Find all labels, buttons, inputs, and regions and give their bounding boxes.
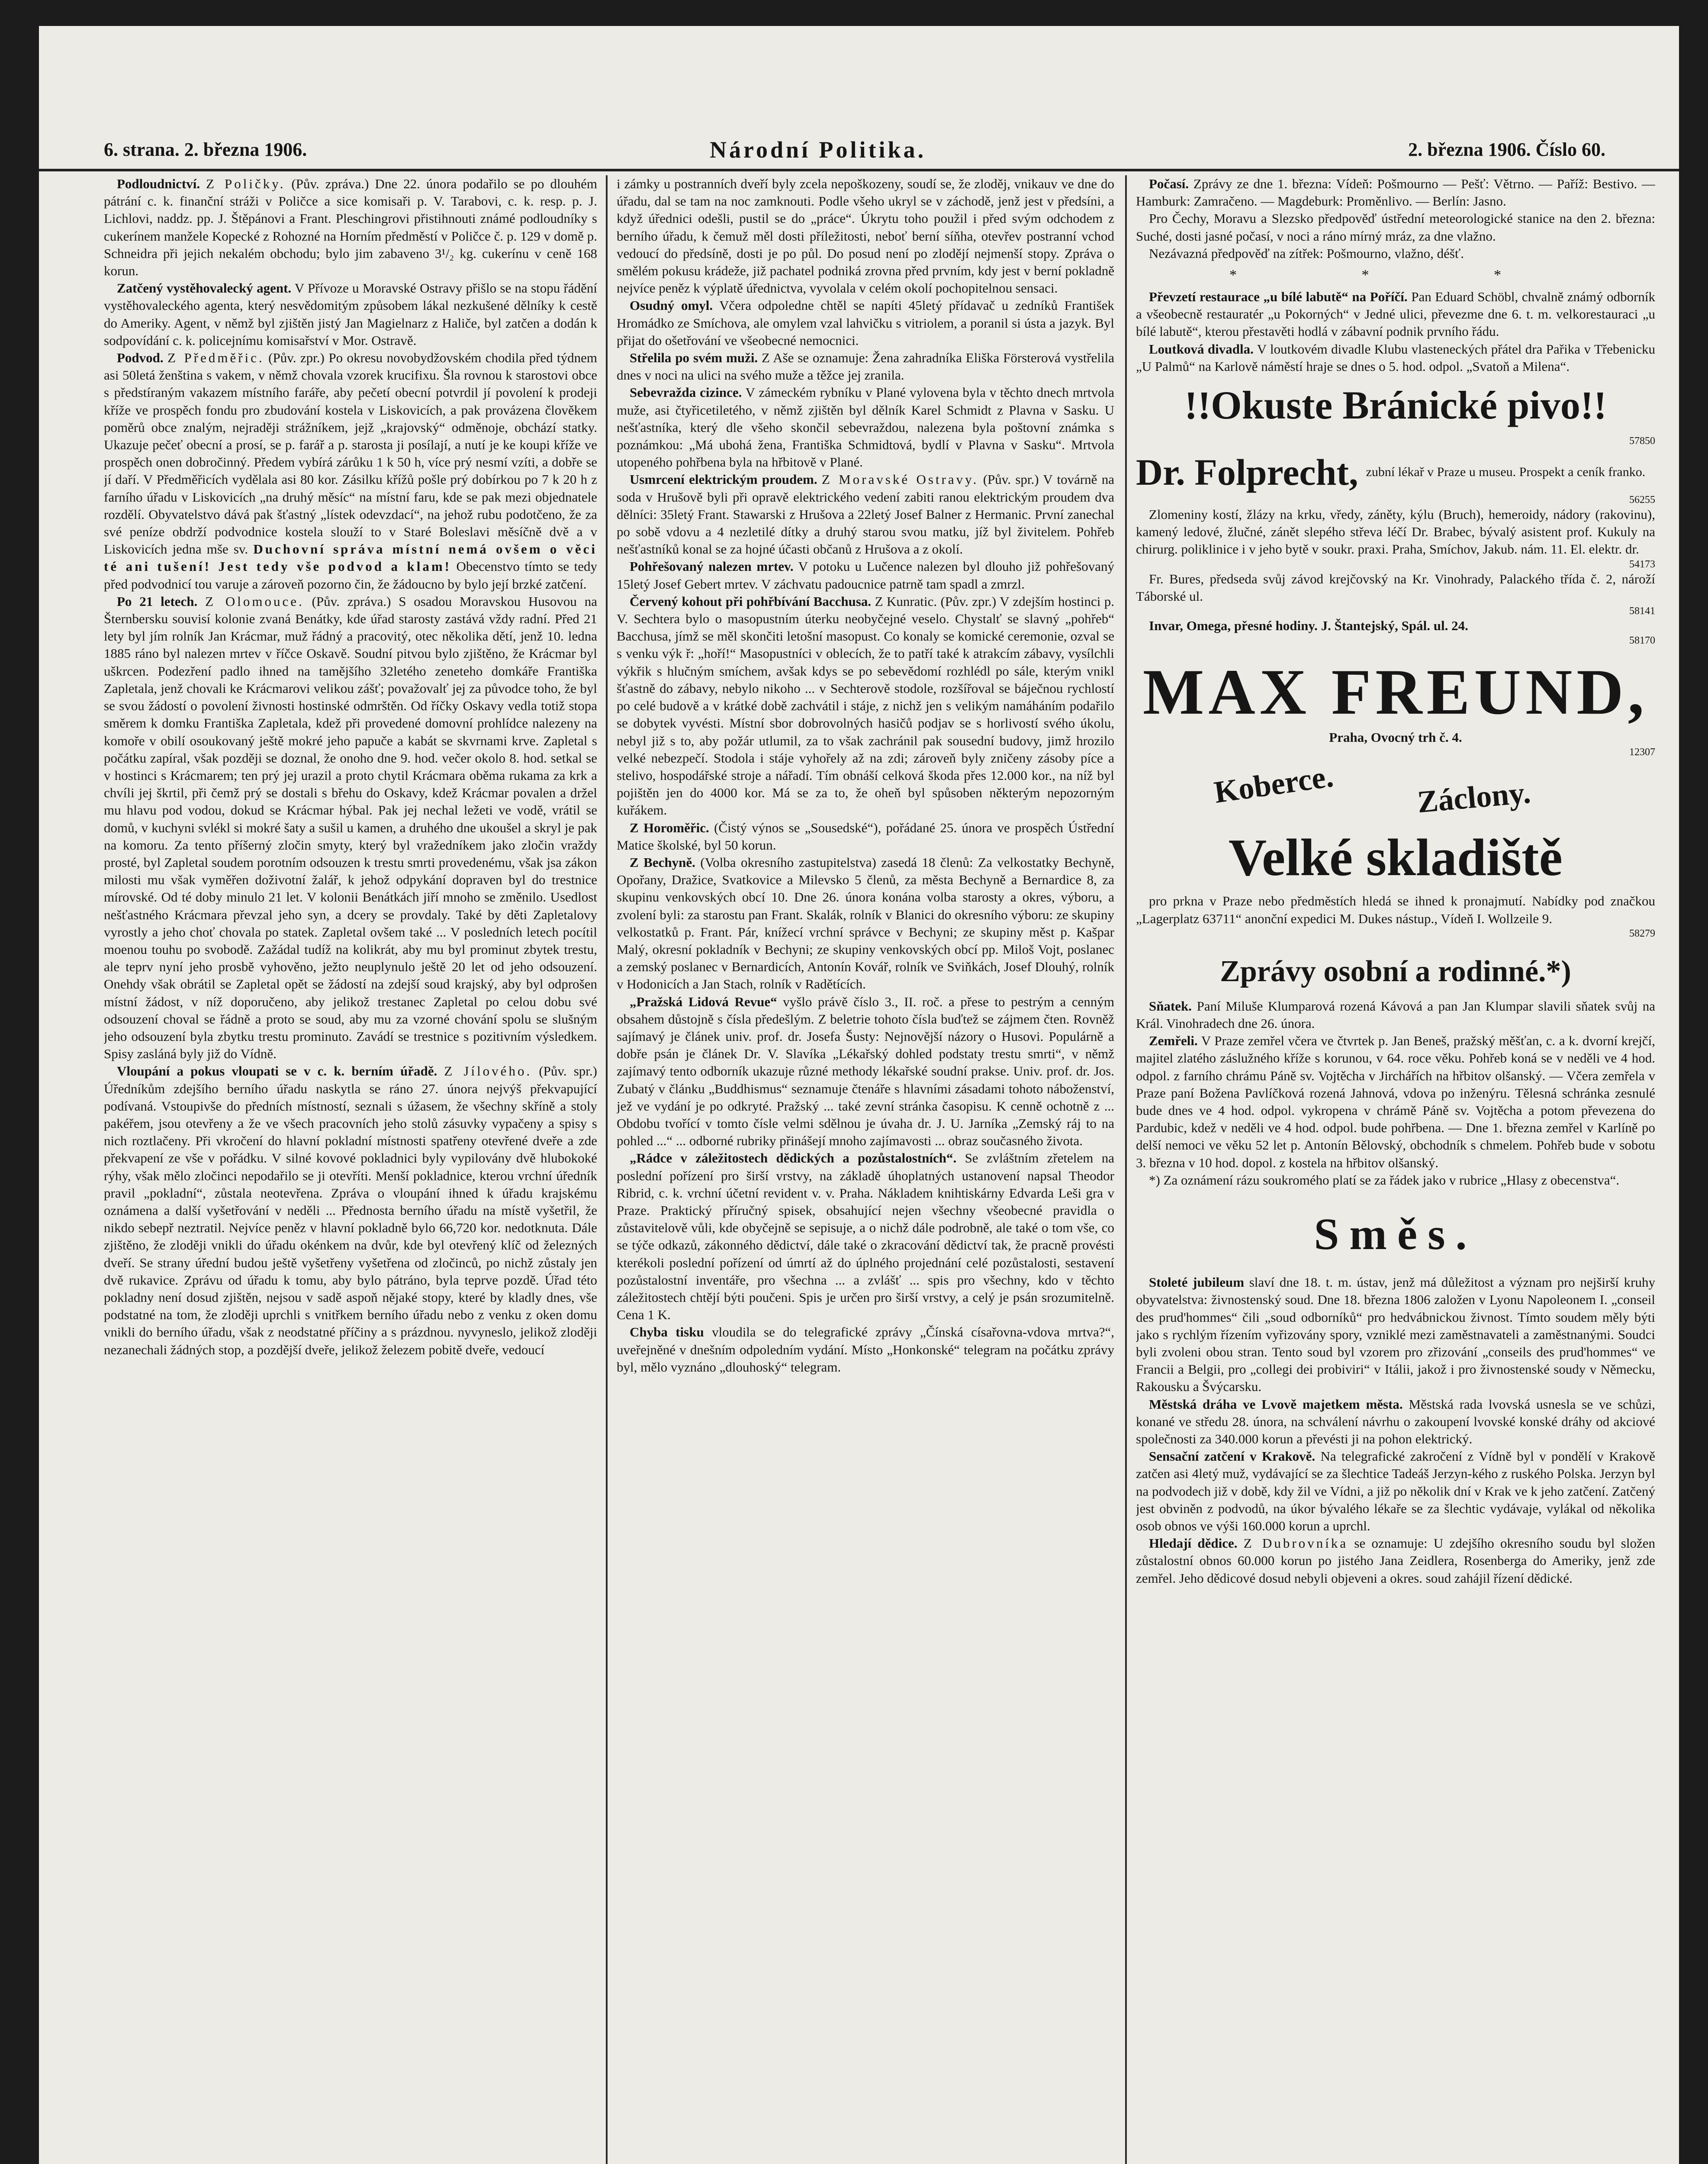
- page-header: [39, 134, 1679, 171]
- article-text: (Pův. zpráva.) Dne 22. února podařilo se po dlouhém pátrání c. k. finanční stráži v Poličce a sice komisaři p. V. Tarabovi, c. k. resp. p. J. Lichlovi, naddz. pp. J. Štěpánovi a Frant. Pleschingrovi přistihnouti známé podloudníky s cukerínem manžele Kopecké z Rohozné na Horním předměstí v Poličce č. p. 129 v domě p. Schneidra při jejich nekalém obchodu; bylo jim zabaveno 3¹/₂ kg. cukerínu v ceně 168 korun.: [104, 176, 597, 279]
- article-continuation: i zámky u postranních dveří byly zcela nepoškozeny, soudí se, že zloděj, vnikauv ve dne do úřadu, dal se tam na noc zamknouti. Podle všeho ukryl se v záchodě, jenž jest v předsíni, a když úřednici odešli, pustil se do „práce“. Úkrytu toho použil i před svým odchodem z berního úřadu, k čemuž měl dosti příležitosti, neboť berní síňha, otevřev postranní vchod vedoucí do předsíně, dosti je po půl. Do posud není po zlodějí nejmenší stopy. Zpráva o smělém pokusu krádeže, již pachatel podniká zrovna před prvním, kdy jest v berní pokladně nejvíce peněz k výplatě úřednictva, vyvolala v celém okolí pochopitelnou sensaci.: [617, 176, 1114, 296]
- article-usmrceni: [617, 471, 1114, 558]
- article-cerveny-kohout: [617, 593, 1114, 819]
- article-text: Obecenstvo tímto se tedy před podvodnicí tou varuje a zároveň pozorno čin, že žádoucno by bylo její brzké zatčení.: [104, 559, 597, 592]
- article-agent: [104, 280, 597, 349]
- article-text: Zprávy ze dne 1. března: Vídeň: Pošmourno — Pešť: Větrno. — Paříž: Bestivo. — Hamburk: Zamračeno. — Magdeburk: Proměnlivo. — Berlín: Jasno.: [1136, 176, 1655, 209]
- article-snatek: [1136, 998, 1655, 1032]
- article-jubileum: [1136, 1274, 1655, 1395]
- article-text: Z Kunratic. (Pův. zpr.) V zdejším hostinci p. V. Sechtera bylo o masopustním úterku neobyčejné veselo. Chystalť se slavný „pohřeb“ Bacchusa, jímž se měl skončiti letošní masopust. Co konaly se komické ceremonie, ozval se s venku výk ř: „hoří!“ Masopustníci v oblecích, že to patří také k atrakcím zábavy, vysílchli výkřik s hlučným smíchem, avšak kdys se po sebevědomí rozhlédl po sále, kterým vnikl šťastně do zábavy, nebylo nikoho ... v Sechterově stodole, rozšířoval se báječnou rychlostí po celé budově a v krátké době zachvátil i stáje, z nichž jen s velikým namáháním podařilo se dobytek vyvésti. Místní sbor dobrovolných hasičů podjav se s horlivostí svého úkolu, nebyl již s to, aby požár utlumil, za to však zachránil pak sousední budovy, jimž hrozilo velké nebezpečí. Stodola i stáje vyhořely až na zdi; zároveň byly zničeny zásoby píce a stelivo, hospodářské stroje a nářadí. Tím obnáší celková škoda přes 12.000 kor., na níž byl pojištěn jen do 4000 kor. Má se za to, že oheň byl spůsoben některým nepozorným kuřákem.: [617, 593, 1114, 818]
- section-separator: * * *: [1229, 267, 1562, 283]
- footnote: *) Za oznámení rázu soukromého platí se za řádek jako v rubrice „Hlasy z obecenstva“.: [1149, 1172, 1620, 1188]
- article-heading: Z Bechyně.: [630, 854, 695, 870]
- article-text: (Pův. zpráva.) S osadou Moravskou Husovou na Šternbersku souvisí kolonie zvaná Benátky, kde úřad starosty zastává vždy radní. Před 21 lety byl jím rolník Jan Krácmar, muž řádný a pracovitý, otec několika dětí, jenž 10. ledna 1885 ráno byl nalezen mrtev v říčce Oskavě. Soudní pitvou bylo zjištěno, že Krácmar byl uškrcen. Podezření padlo ihned na tamějšího 32letého zeneteho domkáře Františka Zapletala, jenž chovali ke Krácmarovi velikou zášť; považovalť jej za původce toho, že byl se svou žádostí o povolení živnosti hostinské odmrštěn. Od říčky Oskavy vedla totiž stopa směrem k domku Františka Zapletala, kdež při provedené domovní prohlídce nalezeny na komoře v obilí osoukovaný ještě mokré jeho papuče a kabát se skvrnami krve. Zapletal s počátku zapíral, však později se doznal, že onoho dne 9. hod. večer okolo 8. hod. setkal se v hostinci s Krácmarem; ten prý jej urazil a proto chytil Krácmara oběma rukama za krk a chvíli jej škrtil, při čemž prý se dostali s břehu do Oskavy, kdež Krácmar povalen a držel mu hlavu pod vodou, dokud se Krácmar hýbal. Pak jej nechal ležeti ve vodě, vrátil se domů, v kuchyni svlékl si mokré šaty a sušil u kamen, a druhého dne ukoušel a skryl je pak na komoru. Za tento příšerný zločin smyty, který byl vražedníkem jako zločin vraždy prosté, byl Zapletal soudem porotním odsouzen k trestu smrti provedenému, však jsa zákon milosti mu však vyměřen doživotní žalář, k jehož odpykání dopraven byl do trestnice mírovské. Od té doby minulo 21 let. V kolonii Benátkách jiří mnoho se změnilo. Usedlost nešťastného Krácmara převzal jeho syn, a dcery se provdaly. Také by děti Zapletalovy vyrostly a jeho choť chovala po statek. Zapletal ovšem také ... V posledních letech pocítil moenou touhu po svobodě. Zažádal tudíž na kolikrát, aby mu byl prominut zbytek trestu, ale teprv nyní jeho prosbě vyhověno, ježto neuplynulo ještě 20 let od jeho odsouzení. Onehdy však obrátil se Zapletal opět se žádostí na zdejší soud krajský, aby byl odprošen místní žádost, v níž doporučeno, aby jelikož trestanec Zapletal po celou dobu své odsouzení choval se řádně a proto se soud, aby mu za vzorné chování spolu se slušným jeho odsouzení byla zbytku trestu prominuto. Zavádí se trestnice s pozitivním výsledkem. Spisy zasláná byly již do Vídně.: [104, 593, 597, 1062]
- article-heading: Červený kohout při pohřbívání Bacchusa.: [630, 593, 872, 609]
- ad-address: Praha, Ovocný trh č. 4.: [1329, 730, 1462, 745]
- article-lidova-revue: [617, 993, 1114, 1150]
- section-title-zpravy: Zprávy osobní a rodinné.*): [1220, 954, 1571, 988]
- article-text: vyšlo právě číslo 3., II. roč. a přese to pestrým a cenným obsahem důstojně s čísla předešlým. Z beletrie tohoto čísla buďtež se zájmem čten. Rovněž sajímavý je článek univ. prof. dr. Josefa Šusty: Nejnovější názory o Husovi. Populárně a dobře psán je článek Dr. V. Slavíka „Lékařský dohled podstaty trestu smrti“, v němž zajímavý tento odborník ukazuje různé methody lékařské soudní prakse. Univ. prof. dr. Jos. Zubatý v článku „Buddhismus“ seznamuje čtenáře s hlavními zásadami tohoto náboženství, jež ve vydání je po odkryté. Pražský ... také zevní stránka časopisu. K cenně ochotně z ... Obdobu tvořící v tomto čísle velmi sdělnou je úvaha dr. J. U. Jarníka „Zemský ráj to na pohled ...“ ... odborné rubriky přinášejí mnoho zajímavosti ... obraz současného života.: [617, 994, 1114, 1149]
- column-rule-2: [1125, 175, 1127, 2164]
- ad-bures: Fr. Bures, předseda svůj závod krejčovský na Kr. Vinohrady, Palackého třída č. 2, nároží Táborské ul.: [1136, 571, 1655, 604]
- article-place: Z Olomouce.: [205, 593, 304, 609]
- ad-text: pro prkna v Praze nebo předměstích hledá se ihned k pronajmutí. Nabídky pod značkou „Lagerplatz 63711“ anonční expedici M. Dukes nástup., Vídeň I. Wollzeile 9.: [1136, 893, 1655, 926]
- article-text: slaví dne 18. t. m. ústav, jenž má důležitost a význam pro nejširší kruhy obyvatelstva: živnostenský soud. Dne 18. března 1806 založen v Lyonu Napoleonem I. „conseil des prud'hommes“ čili „soud odborníků“ pro hedvábnickou živnost. Tímto soudem měly býti jako s rychlým řízením vyřizovány spory, vzniklé mezi zaměstnavateli a zaměstnanými. Soudci byli zvoleni obou stran. Tento soud byl vzorem pro zřizování „conseils des prud'hommes“ ve Francii a Belgii, pro „collegi dei probiviri“ v Itálii, jakož i pro živnostenské soudy v Německu, Rakousku a Švýcarsku.: [1136, 1275, 1655, 1394]
- ad-folprecht: [1136, 451, 1655, 494]
- column-rule-1: [606, 175, 608, 2164]
- article-emphasis: Duchovní správa místní nemá ovšem o věci té ani tušení! Jest tedy vše podvod a klam!: [104, 541, 597, 574]
- article-pocasi: [1136, 175, 1655, 210]
- article-heading: Osudný omyl.: [630, 298, 713, 313]
- article-heading: Podvod.: [117, 350, 164, 366]
- ad-name: Dr. Folprecht,: [1136, 451, 1358, 493]
- article-text: Městská rada lvovská usnesla se ve schůzi, konané ve středu 28. února, na schválení návrhu o zakoupení lvovské konské dráhy od akciové společnosti za 340.000 korun a převésti ji na pohon elektrický.: [1136, 1396, 1655, 1446]
- ad-text: zubní lékař v Praze u museu. Prospekt a ceník franko.: [1366, 465, 1646, 480]
- article-heading: Podloudnictví.: [117, 176, 200, 191]
- article-heading: Střelila po svém muži.: [630, 350, 758, 366]
- article-text: (Volba okresního zastupitelstva) zasedá 18 členů: Za velkostatky Bechyně, Opořany, Dražice, Svatkovice a Milevsko 5 členů, za města Bechyně a Bernardice 8, za skupinu venkovských obcí 10. Dne 26. února konána volba starosty a okres, výboru, a zvolení byli: za starostu pan Frant. Skalák, rolník v Blanici do okresního výboru: ze skupiny velkostatků p. Frant. Pár, knížecí vrchní správce v Bechyni; ze skupiny měst p. Kašpar Malý, okresní pokladník v Bechyni; ze skupiny venkovských obcí pp. Miloš Vojt, poslanec a zemský poslanec v Bernardicích, Antonín Kovář, rolník ve Sviňkách, Josef Dlouhý, rolník v Hodonicích a Jan Stach, rolník v Radětících.: [617, 854, 1114, 992]
- article-heading: Po 21 letech.: [117, 593, 198, 609]
- newspaper-page: [39, 26, 1679, 2164]
- article-heading: „Rádce v záležitostech dědických a pozůstalostních“.: [630, 1150, 957, 1166]
- article-strelila: [617, 349, 1114, 384]
- article-text: (Pův. zpr.) Po okresu novobydžovském chodila před týdnem asi 50letá ženština s vakem, v němž chovala vzorek krucifixu. Šla rovnou k starostovi obce s předstíraným vakazem místního faráře, aby pečetí obecní potvrdil jí povolení k prodeji kříže ve prospěch fondu pro zbudování kostela v Liskovicích, a pak provázena člověkem poměrů obce znalým, nejraději strážníkem, jejž „krajovský“ odměnoje, obchází statky. Ukazuje pečeť obecní a prosí, se p. farář a p. starosta ji posílají, a nutí je ke koupi kříže ve prospěch onen dobročinný. Předem vybírá zárůku 1 k 50 h, více prý nesmí vzíti, a dobře se jí daří. V Předměřicích vydělala asi 80 kor. Zásilku křížů pošle prý dobírkou po 7 k 20 h z farního úřadu v Liskovicích „na druhý měsíc“ na místní faru, kde se pak mezi objednatele rozdělí. Obyvatelstvo dává pak šťastný „lístek odevzdací“, na jehož rubu podotčeno, že za své peníze obdrží podvodnice kostela slouží to v Staré Boleslavi měsíčně dvě a v Liskovicích jedna mše sv.: [104, 350, 597, 557]
- article-zemreli: [1136, 1032, 1655, 1172]
- article-text: se oznamuje: U zdejšího okresního soudu byl složen zůstalostní obnos 60.000 korun po jistého Jana Zeidlera, Rosenberga do Ameriky, jenž zde zemřel. Jeho dědicové dosud nebyli objeveni a okres. soud zahájil řízení dědické.: [1136, 1536, 1655, 1586]
- article-text: (Pův. spr.) V továrně na soda v Hrušově byli při opravě elektrického vedení zabiti ranou elektrickým proudem dva dělníci: 35letý Frant. Stawarski z Hrušova a 22letý Josef Balner z Hermanic. První zanechal po sobě vdovu a 4 nezletilé dítky a druhý starou svou matku, jíž byl živitelem. Pohřeb nešťastníků konal se za hojné účasti občanů z Hrušova a z okolí.: [617, 472, 1114, 557]
- article-sebevrazda: [617, 384, 1114, 471]
- article-po-21-letech: [104, 593, 597, 1063]
- article-heading: Převzetí restaurace „u bílé labutě“ na Poříčí.: [1149, 289, 1408, 305]
- ad-zaclony: Záclony.: [1416, 775, 1532, 820]
- article-text: Z Aše se oznamuje: Žena zahradníka Eliška Försterová vystřelila dnes v noci na ulici na svého muže a těžce jej zranila.: [617, 350, 1114, 383]
- ad-hodiny: Invar, Omega, přesné hodiny. J. Štantejský, Spál. ul. 24.: [1149, 618, 1468, 634]
- column-1: [104, 175, 597, 2164]
- article-podvod: [104, 349, 597, 593]
- article-text: V potoku u Lučence nalezen byl dlouho již pohřešovaný 15letý Josef Gebert mrtev. V záchvatu padoucnice patrně tam spadl a zmrzl.: [617, 559, 1114, 592]
- article-loutkova-divadla: [1136, 341, 1655, 375]
- ad-max-freund: MAX FREUND,: [1142, 656, 1649, 728]
- article-dedice: [1136, 1535, 1655, 1587]
- article-zatceni-krakov: [1136, 1448, 1655, 1535]
- article-text: (Pův. spr.) Úředníkům zdejšího berního úřadu naskytla se ráno 27. února nejvýš překvapující podívaná. Vstoupivše do předních místností, seznali s úžasem, že všechny skříně a stoly pakéřem, jsou otevřeny a že ve všech pracovních jeho stolů zásuvky vypačeny a spisy s nich roztlačeny. Při vkročení do hlavní pokladní místnosti spatřeny otevřené dveře a zde překvapení ze vše v pořádku. V silné kovové pokladnici byly vypilovány dvě hlubokoké rýhy, však mělo zločinci nepodařilo se ji otevříti. Menší pokladnice, kterou vrchní úředník pravil „pokladní“, zůstala neotevřena. Zpráva o vloupání ihned k úřadu krajskému oznámena a další vyšetřování v neděli ... Přednosta berního úřadu na místě vyšetřil, že nikdo sebepř neztratil. Nejvíce peněz v hlavní pokladně bylo 66,720 kor. nedotknuta. Dále zjištěno, že zloději vnikli do úřadu okénkem na dvůr, kde byl otevřený klíč od železných dveří. Se strany úřední budou ještě vyšetřeny vyšetřena od zločinců, po nichž zůstaly jen dvě rukavice. Zprávu od úřadu k tomu, aby bylo pátráno, byla teprve pozdě. Úřad této pokladny není dosud zjištěn, nejsou v sadě aspoň nějaké stopy, které by kladly dnes, vše podstatné na tom, že zloději uprchli s vnitřkem berního úřadu nebo z venku z oken domu vnikli do berního úřadu, však z neodstatné příčiny a s prázdnou.: [104, 1063, 597, 1340]
- header-date-right: 2. března 1906. Číslo 60.: [1408, 139, 1605, 160]
- weather-forecast: Pro Čechy, Moravu a Slezsko předpověď ústřední meteorologické stanice na den 2. března: Suché, dosti jasné počasí, v noci a ráno mírný mráz, za dne vlažno.: [1136, 211, 1655, 244]
- article-horomerice: [617, 819, 1114, 854]
- article-heading: „Pražská Lidová Revue“: [630, 994, 777, 1009]
- article-place: Z Předměřic.: [167, 350, 264, 366]
- article-heading: Zemřeli.: [1149, 1033, 1198, 1049]
- article-heading: Chyba tisku: [630, 1324, 704, 1340]
- article-heading: Loutková divadla.: [1149, 341, 1254, 357]
- article-heading: Zatčený vystěhovalecký agent.: [117, 280, 292, 296]
- article-heading: Městská dráha ve Lvově majetkem města.: [1149, 1396, 1403, 1412]
- section-title-smes: Směs.: [1314, 1209, 1477, 1259]
- ad-number: 58141: [1629, 605, 1655, 617]
- article-heading: Počasí.: [1149, 176, 1189, 191]
- article-vloupani: [104, 1063, 597, 1358]
- article-text: V Přívoze u Moravské Ostravy přišlo se na stopu řádění vystěhovaleckého agenta, který nesvědomitým způsobem lákal nezkušené dělníky k cestě do Ameriky. Agent, v němž byl zjištěn jistý Jan Magielnarz z Haliče, byl zatčen a dodán k sodpovídání c. k. policejnímu komisařství v Mor. Ostravě.: [104, 280, 597, 348]
- article-text: (Čistý výnos se „Sousedské“), pořádané 25. února ve prospěch Ústřední Matice školské, byl 50 korun.: [617, 820, 1114, 853]
- article-heading: Sensační zatčení v Krakově.: [1149, 1449, 1316, 1464]
- article-text: Se zvláštním zřetelem na poslední pořízení pro širší vrstvy, na základě úhoplatných ustanovení napsal Theodor Ribrid, c. k. vrchní účetní revident v. v. Praha. Nákladem knihtiskárny Edvarda Leši gra v Praze. Praktický příručný spisek, obsahující nejen všechny všeobecné pravidla o zůstavitelově vůli, kde obyčejně se sepisuje, a o nichž dále podrobně, ale také o tom vše, co se týče odkazů, zákonného dědictví, dále také o zkracování dědictví tak, že pracně provésti kterékoli poslední pořízení od úmrtí až do úplného projednání celé pozůstalosti, sestavení pozůstalostní inventáře, pro všechna ... a zvlášť ... spis pro všechny, kdo v těchto záležitostech chtějí býti poučeni. Spis je určen pro širší vrstvy, a celý je psán srozumitelně. Cena 1 K.: [617, 1150, 1114, 1323]
- article-mestska-draha: [1136, 1396, 1655, 1448]
- article-heading: Sňatek.: [1149, 998, 1192, 1014]
- article-text: V zámeckém rybníku v Plané vylovena byla v těchto dnech mrtvola muže, asi čtyřicetiletého, v němž zjištěn byl dělník Karel Schmidt z Plavna v Sasku. U nešťastníka, který dle všeho skončil sebevraždou, nalezena byla poštovní známka s poznámkou: „Má ubohá žena, Františka Schmidtová, bydlí v Plavna v Sasku“. Mrtvola utopeného pohřbena byla na hřbitově v Plané.: [617, 385, 1114, 470]
- article-restaurace: [1136, 288, 1655, 341]
- article-place: Z Jílového.: [444, 1063, 532, 1079]
- ad-number: 58170: [1629, 635, 1655, 647]
- article-heading: Stoleté jubileum: [1149, 1275, 1245, 1290]
- article-heading: Vloupání a pokus vloupati se v c. k. berním úřadě.: [117, 1063, 437, 1079]
- article-place: Z Poličky.: [206, 176, 286, 191]
- ad-number: 12307: [1629, 747, 1655, 758]
- ad-velke-skladiste: Velké skladiště: [1229, 828, 1563, 887]
- header-date-left: 6. strana. 2. března 1906.: [104, 139, 307, 160]
- column-3: [1136, 175, 1655, 2164]
- article-place: Z Dubrovníka: [1243, 1536, 1348, 1551]
- column-2: [617, 175, 1114, 2164]
- ad-branicke-pivo: !!Okuste Bránické pivo!!: [1184, 383, 1607, 428]
- ad-number: 58279: [1629, 927, 1655, 939]
- article-text: V Praze zemřel včera ve čtvrtek p. Jan Beneš, pražský měšťan, c. a k. dvorní krejčí, majitel zlatého záslužného kříže s korunou, v 64. roce věku. Pohřeb koná se v neděli ve 4 hod. odpol. z farního chrámu Páně sv. Vojtěcha v Jirchářích na hřbitov olšanský. — Včera zemřela v Praze paní Božena Pavlíčková rozená Jahnová, vdova po inženýru. Tělesná schránka zesnulé bude dnes ve 4 hod. odpol. vykropena v chrámě Páně sv. Vojtěcha a potom převezena do Pardubic, kdež v neděli ve 4 hod. odpol. bude pohřbena. — Dne 1. března zemřel v Karlíně po delší nemoci ve věku 52 let p. Antonín Bělovský, obchodník s chmelem. Pohřeb bude v sobotu 3. března v 10 hod. dopol. z kostela na hřbitov olšanský.: [1136, 1033, 1655, 1170]
- ad-brabec: Zlomeniny kostí, žlázy na krku, vředy, záněty, kýlu (Bruch), hemeroidy, nádory (rakovinu), kamený ledové, žlučné, zánět slepého střeva léčí Dr. Brabec, bývalý asistent prof. Kukuly na chirurg. poliklinice i v jeho bytě v soukr. praxi. Praha, Smíchov, Jakub. nám. 11. El. elektr. dr.: [1136, 507, 1655, 557]
- article-heading: Z Horoměřic.: [630, 820, 709, 835]
- weather-tomorrow: Nezávazná předpověď na zítřek: Pošmourno, vlažno, déšť.: [1149, 245, 1464, 261]
- article-text: Na telegrafické zakročení z Vídně byl v pondělí v Krakově zatčen asi 4letý muž, vydávající se za šlechtice Tadeáš Jerzyn-kého z ruského Polska. Jerzyn byl na podvodech již v době, kdy žil ve Vídni, a již po několik dní v Krak ve k jeho zatčení. Zatčený jest obviněn z podvodů, na úkor bývalého lékaře se za šlechtic vydávaje, vylákal od několika osob obnos ve výši 160.000 korun a uprchl.: [1136, 1449, 1655, 1533]
- newspaper-title: Národní Politika.: [710, 137, 926, 163]
- article-text: Paní Miluše Klumparová rozená Kávová a pan Jan Klumpar slavili sňatek svůj na Král. Vinohradech dne 26. února.: [1136, 998, 1655, 1031]
- article-text: vloudila se do telegrafické zprávy „Čínská císařovna-vdova mrtva?“, uveřejněné v dnešním odpoledním vydání. Místo „Honkonské“ telegram na počátku zprávy byl, mělo vyznáno „dlouhoský“ telegram.: [617, 1324, 1114, 1375]
- article-text: Pan Eduard Schöbl, chvalně známý odborník a všeobecně restauratér „u Pokorných“ v Jedné ulici, převezme dne 6. t. m. velkorestauraci „u bílé labutě“, kterou přestavěti hodlá v zábavní podnik prvního řádu.: [1136, 289, 1655, 339]
- article-text: Včera odpoledne chtěl se napíti 45letý přídavač u zedníků František Hromádko ze Smíchova, ale omylem vzal lahvičku s vitriolem, a poranil si ústa a jazyk. Byl přijat do ošetřování ve všeobecné nemocnici.: [617, 298, 1114, 348]
- article-osudny-omyl: [617, 297, 1114, 349]
- article-heading: Pohřešovaný nalezen mrtev.: [630, 559, 794, 574]
- ad-number: 56255: [1629, 494, 1655, 506]
- article-radce: [617, 1150, 1114, 1324]
- article-text: V loutkovém divadle Klubu vlasteneckých přátel dra Pařika v Třebenicku „U Palmů“ na Karlově náměstí hraje se dnes o 5. hod. odpol. „Svatoň a Milena“.: [1136, 341, 1655, 374]
- article-heading: Hledají dědice.: [1149, 1536, 1238, 1551]
- article-pohresovany: [617, 558, 1114, 593]
- ad-koberce-zaclony: [1136, 758, 1655, 823]
- article-podloudnictvi: [104, 175, 597, 280]
- ad-koberce: Koberce.: [1212, 759, 1335, 810]
- article-place: Z Moravské Ostravy.: [821, 472, 979, 487]
- ad-number: 57850: [1629, 435, 1655, 447]
- article-heading: Usmrcení elektrickým proudem.: [630, 472, 817, 487]
- article-chyba-tisku: [617, 1324, 1114, 1376]
- article-text: nyvyneslo, jelikož zloději nezanechali žádných stop, a pozdější dveře, jelikož železem pobitě dveře, vedoucí: [104, 1324, 597, 1357]
- article-heading: Sebevražda cizince.: [630, 385, 742, 400]
- ad-number: 54173: [1629, 558, 1655, 570]
- article-bechyne: [617, 854, 1114, 993]
